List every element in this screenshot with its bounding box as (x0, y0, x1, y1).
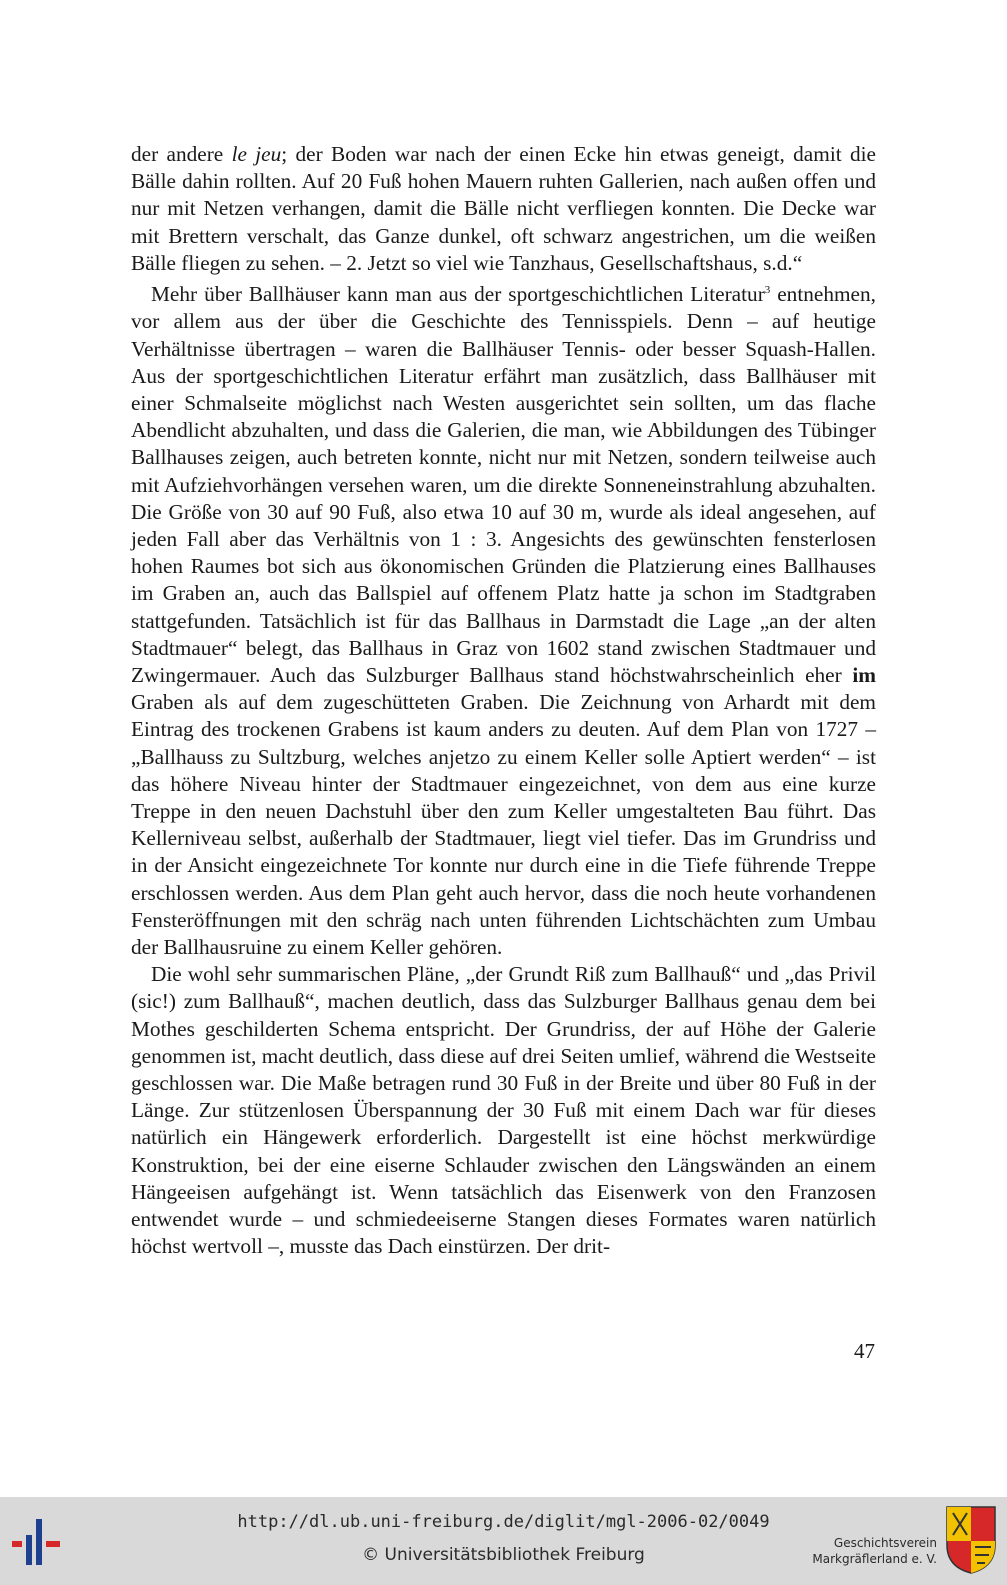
paragraph-2 (131, 277, 876, 961)
footer-bar (0, 1497, 1007, 1585)
paragraph-2-bold: im (852, 662, 876, 687)
paragraph-2-text-cont: entnehmen, vor allem aus der über die Geschichte des Tennisspiels. Denn – auf heutige Verhältnisse übertragen – waren die Ballhäuser Tennis- oder besser Squash-Hallen. Aus der sportgeschichtlichen Literatur erfährt man zusätzlich, dass Ballhäuser mit einer Schmalseite möglichst nach Westen ausgerichtet sein sollten, um das flache Abendlicht abzuhalten, und dass die Galerien, die man, wie Abbildungen des Tübinger Ballhauses zeigen, auch betreten konnte, nicht nur mit Netzen, sondern teilweise auch mit Aufziehvorhängen versehen waren, um die direkte Sonneneinstrahlung abzuhalten. Die Größe von 30 auf 90 Fuß, also etwa 10 auf 30 m, wurde als ideal angesehen, auf jeden Fall aber das Verhältnis von 1 : 3. Angesichts des gewünschten fensterlosen hohen Raumes bot sich aus ökonomischen Gründen die Platzierung eines Ballhauses im Graben an, auch das Ballspiel auf offenem Platz hatte ja schon im Stadtgraben stattgefunden. Tatsächlich ist für das Ballhaus in Darmstadt die Lage „an der alten Stadtmauer“ belegt, das Ballhaus in Graz von 1602 stand zwischen Stadtmauer und Zwingermauer. Auch das Sulzburger Ballhaus stand höchstwahrscheinlich eher (131, 282, 876, 687)
society-name-line2: Markgräflerland e. V. (812, 1552, 937, 1566)
body-text (131, 141, 876, 1260)
paragraph-2-text-end: Graben als auf dem zugeschütteten Graben. Die Zeichnung von Arhardt mit dem Eintrag des trockenen Grabens ist kaum anders zu deuten. Auf dem Plan von 1727 – „Ballhauss zu Sultzburg, welches anjetzo zu einem Keller solle Aptiert werden“ – ist das höhere Niveau hinter der Stadtmauer eingezeichnet, von dem aus eine kurze Treppe in den neuen Dachstuhl über den zum Keller umgestalteten Bau führt. Das Kellerniveau selbst, außerhalb der Stadtmauer, liegt viel tiefer. Das im Grundriss und in der Ansicht eingezeichnete Tor konnte nur durch eine in die Tiefe führende Treppe erschlossen werden. Aus dem Plan geht auch hervor, dass die noch heute vorhandenen Fensteröffnungen mit den schräg nach unten führenden Lichtschächten zum Umbau der Ballhausruine zu einem Keller gehören. (131, 690, 876, 959)
paragraph-1-italic: le jeu (231, 142, 282, 166)
coat-of-arms-icon (945, 1505, 997, 1575)
footnote-marker: 3 (764, 284, 771, 297)
paragraph-1-text: der andere (131, 142, 232, 166)
paragraph-3: Die wohl sehr summarischen Pläne, „der Grundt Riß zum Ballhauß“ und „das Privil (sic!) zum Ballhauß“, machen deutlich, dass das Sulzburger Ballhaus genau dem bei Mothes geschilderten Schema entspricht. Der Grundriss, der auf Höhe der Galerie genommen ist, macht deutlich, dass diese auf drei Seiten umlief, während die Westseite geschlossen war. Die Maße betragen rund 30 Fuß in der Breite und über 80 Fuß in der Länge. Zur stützenlosen Überspannung der 30 Fuß mit einem Dach war für dieses natürlich ein Hängewerk erforderlich. Dargestellt ist eine höchst merkwürdige Konstruktion, bei der eine eiserne Schlauder zwischen den Längswänden an einem Hängeeisen aufgehängt ist. Wenn tatsächlich das Eisenwerk von den Franzosen entwendet wurde – und schmiedeeiserne Stangen dieses Formates waren natürlich höchst wertvoll –, musste das Dach einstürzen. Der drit- (131, 962, 876, 1259)
page-number: 47 (854, 1339, 875, 1363)
paragraph-2-text: Mehr über Ballhäuser kann man aus der sportgeschichtlichen Literatur (151, 282, 765, 307)
copyright-text: © Universitätsbibliothek Freiburg (362, 1545, 645, 1565)
paragraph-1 (131, 141, 876, 277)
source-url-link[interactable]: http://dl.ub.uni-freiburg.de/diglit/mgl-2006-02/0049 (237, 1512, 770, 1532)
society-name-line1: Geschichtsverein (833, 1536, 937, 1550)
paragraph-1-text-cont: ; der Boden war nach der einen Ecke hin etwas geneigt, damit die Bälle dahin rollten. Auf 20 Fuß hohen Mauern ruhten Gallerien, nach außen offen und nur mit Netzen verhangen, damit die Bälle nicht verfliegen konnten. Die Decke war mit Brettern verschalt, das Ganze dunkel, oft schwarz angestrichen, um die weißen Bälle fliegen zu sehen. – 2. Jetzt so viel wie Tanzhaus, Gesellschaftshaus, s.d.“ (131, 142, 876, 275)
society-name (812, 1535, 937, 1567)
